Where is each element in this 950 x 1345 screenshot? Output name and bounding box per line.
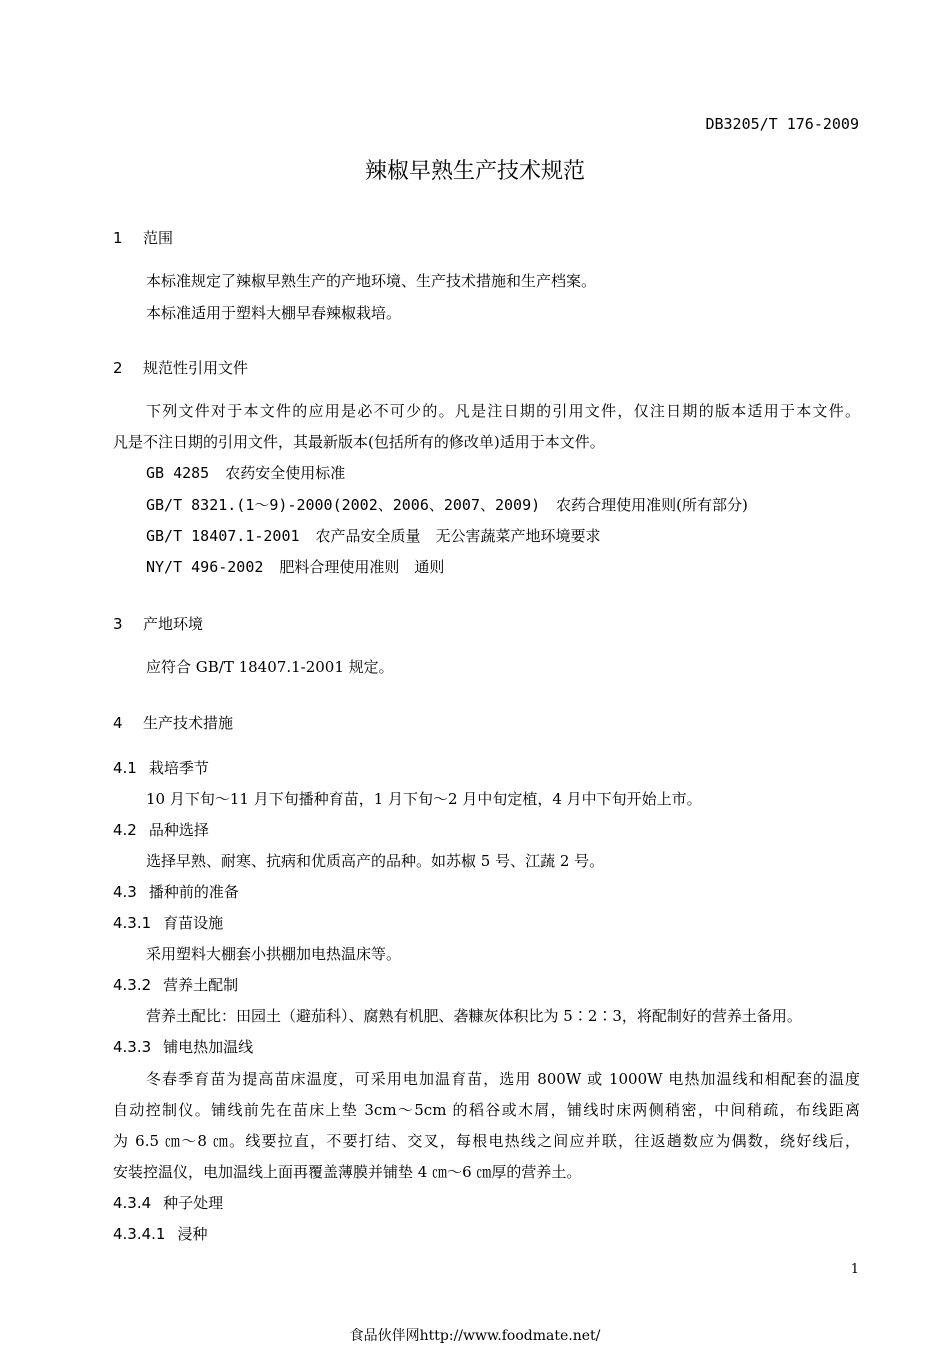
document-code: DB3205/T 176-2009	[705, 115, 859, 133]
subsection-4-3-3-heading: 4.3.3 铺电热加温线	[113, 1038, 254, 1056]
reference-code: GB/T 18407.1-2001	[146, 527, 300, 545]
section-2-intro-line-2: 凡是不注日期的引用文件，其最新版本(包括所有的修改单)适用于本文件。	[113, 433, 605, 451]
section-1-paragraph-2: 本标准适用于塑料大棚早春辣椒栽培。	[146, 304, 402, 322]
subsection-4-3-1-text: 采用塑料大棚套小拱棚加电热温床等。	[146, 945, 402, 963]
section-1-heading: 1 范围	[113, 229, 174, 247]
subsection-4-3-3-line-4: 安装控温仪，电加温线上面再覆盖薄膜并铺垫 4 ㎝～6 ㎝厚的营养土。	[113, 1163, 582, 1181]
reference-title: 农药合理使用准则(所有部分)	[556, 496, 748, 514]
reference-item	[146, 462, 345, 483]
section-3-paragraph: 应符合 GB/T 18407.1-2001 规定。	[146, 658, 394, 676]
page-number: 1	[850, 1262, 859, 1277]
reference-item	[146, 556, 444, 577]
reference-title: 农产品安全质量 无公害蔬菜产地环境要求	[315, 527, 601, 545]
subsection-4-3-2-heading: 4.3.2 营养土配制	[113, 976, 239, 994]
section-2-heading: 2 规范性引用文件	[113, 359, 249, 377]
subsection-4-3-3-line-3: 为 6.5 ㎝～8 ㎝。线要拉直，不要打结、交叉，每根电热线之间应并联，往返趟数应为偶数，绕好线后，	[113, 1132, 860, 1150]
reference-title: 农药安全使用标准	[225, 464, 346, 482]
subsection-4-3-4-heading: 4.3.4 种子处理	[113, 1194, 224, 1212]
reference-title: 肥料合理使用准则 通则	[279, 558, 445, 576]
subsection-4-3-1-heading: 4.3.1 育苗设施	[113, 914, 224, 932]
document-title: 辣椒早熟生产技术规范	[364, 159, 585, 184]
subsection-4-3-heading: 4.3 播种前的准备	[113, 883, 239, 901]
subsection-4-1-heading: 4.1 栽培季节	[113, 759, 209, 777]
section-3-heading: 3 产地环境	[113, 615, 204, 633]
subsection-4-3-4-1-heading: 4.3.4.1 浸种	[113, 1225, 208, 1243]
subsection-4-3-3-line-2: 自动控制仪。铺线前先在苗床上垫 3cm～5cm 的稻谷或木屑，铺线时床两侧稍密，中间稍疏，布线距离	[113, 1101, 860, 1119]
section-1-paragraph-1: 本标准规定了辣椒早熟生产的产地环境、生产技术措施和生产档案。	[146, 272, 597, 290]
subsection-4-2-heading: 4.2 品种选择	[113, 821, 209, 839]
reference-code: GB 4285	[146, 464, 210, 482]
section-2-intro-line-1: 下列文件对于本文件的应用是必不可少的。凡是注日期的引用文件，仅注日期的版本适用于本文件。	[146, 402, 860, 420]
footer-watermark: 食品伙伴网http://www.foodmate.net/	[349, 1328, 601, 1344]
subsection-4-3-3-line-1: 冬春季育苗为提高苗床温度，可采用电加温育苗，选用 800W 或 1000W 电热加温线和相配套的温度	[146, 1070, 860, 1088]
reference-item	[146, 525, 601, 546]
reference-item	[146, 494, 748, 515]
reference-code: NY/T 496-2002	[146, 558, 264, 576]
subsection-4-2-text: 选择早熟、耐寒、抗病和优质高产的品种。如苏椒 5 号、江蔬 2 号。	[146, 852, 605, 870]
subsection-4-1-text: 10 月下旬～11 月下旬播种育苗，1 月下旬～2 月中旬定植，4 月中下旬开始上市。	[146, 790, 702, 808]
section-4-heading: 4 生产技术措施	[113, 714, 234, 732]
reference-code: GB/T 8321.(1～9)-2000(2002、2006、2007、2009)	[146, 496, 541, 514]
subsection-4-3-2-text: 营养土配比：田园土（避茄科）、腐熟有机肥、砻糠灰体积比为 5∶2∶3，将配制好的营养土备用。	[146, 1007, 802, 1025]
